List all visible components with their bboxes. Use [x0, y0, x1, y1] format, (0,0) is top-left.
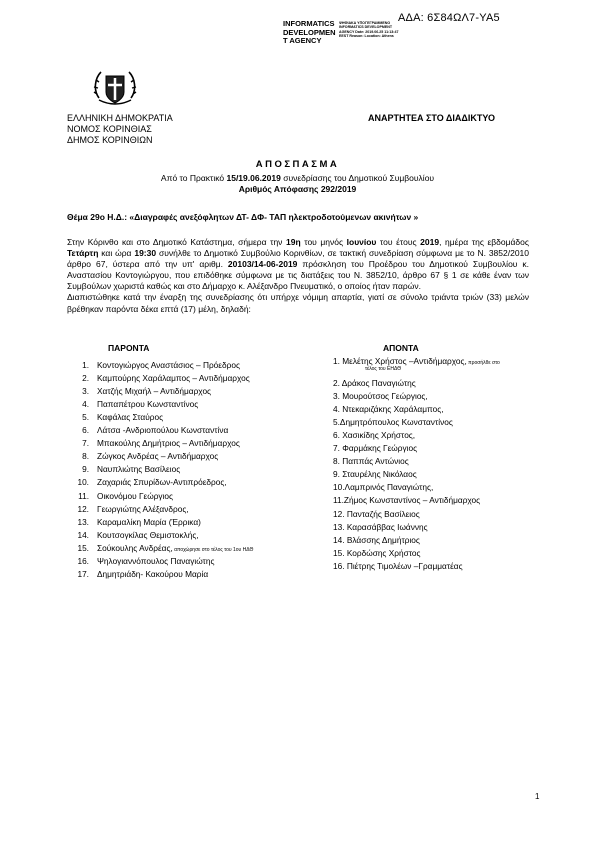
member-name: 14. Βλάσσης Δημήτριος [333, 534, 420, 545]
minutes-reference [0, 173, 595, 183]
para-weekday: Τετάρτη [67, 248, 99, 259]
member-name: Μπακούλης Δημήτριος – Αντιδήμαρχος [97, 438, 240, 449]
member-number: 16. [77, 555, 89, 566]
member-name: Ναυπλιώτης Βασίλειος [97, 464, 181, 475]
member-name: Ζαχαριάς Σπυρίδων-Αντιπρόεδρος, [97, 477, 227, 488]
present-member-item [67, 386, 211, 396]
member-number: 9. [82, 464, 89, 475]
member-note: αποχώρησε στο τέλος του 1ου ΗΔΘ [172, 546, 254, 553]
present-member-item [67, 412, 163, 422]
member-number: 2. [82, 373, 89, 384]
member-note-continued: τέλος του ΕΗΔΘ [365, 366, 402, 372]
member-number: 8. [82, 451, 89, 462]
present-member-item [67, 425, 228, 435]
prefecture-line: ΝΟΜΟΣ ΚΟΡΙΝΘΙΑΣ [67, 124, 152, 134]
para-text: πρόσκληση του Προέδρου του Δημοτικού Συμβουλίου κ. Αναστασίου Κοντογιώργου, που επιδόθηκε σύμφωνα με τις διατάξεις του Ν. 3852/10, άρθρο 67 § 1 σε κάθε έναν των Συμβούλων χωριστά καθώς και στο Δήμαρχο κ. Αλέξανδρο Πνευματικό, ο οποίος ήταν παρών. [67, 259, 530, 292]
absent-member-item [333, 509, 420, 519]
minutes-number: 15/19.06.2019 [226, 173, 281, 183]
member-number: 6. [82, 425, 89, 436]
member-number: 1. [82, 360, 89, 370]
member-number: 5. [82, 412, 89, 423]
para-text: του μηνός [300, 237, 347, 247]
para-time: 19:30 [134, 248, 157, 259]
present-member-item [67, 399, 198, 409]
member-name: 16. Πιέτρης Τιμολέων –Γραμματέας [333, 560, 463, 571]
page-number: 1 [535, 792, 540, 801]
member-name: Δημητριάδη- Κακούρου Μαρία [97, 568, 209, 579]
member-number: 12. [77, 503, 89, 514]
document-title: ΑΠΟΣΠΑΣΜΑ [255, 159, 340, 170]
member-number: 4. [82, 399, 89, 410]
member-name: 8. Παππάς Αντώνιος [333, 456, 409, 467]
absent-member-item [333, 443, 417, 453]
member-note: προσήλθε στο [466, 360, 500, 366]
member-name: Καφάλας Σταύρος [97, 412, 164, 423]
present-heading: ΠΑΡΟΝΤΑ [108, 343, 150, 353]
absent-member-item [333, 522, 428, 532]
greek-coat-of-arms-emblem [93, 68, 137, 110]
absent-member-item [333, 469, 417, 479]
para-month: Ιουνίου [346, 237, 377, 247]
absent-member-item [333, 391, 428, 401]
member-name: 12. Πανταζής Βασίλειος [333, 508, 420, 519]
member-name: Καμπούρης Χαράλαμπος – Αντιδήμαρχος [97, 373, 250, 384]
member-name: 15. Κορδώσης Χρήστος [333, 547, 421, 558]
member-name: Σούκουλης Ανδρέας, [97, 542, 173, 553]
para-invite: 20103/14-06-2019 [227, 259, 298, 270]
idlogo-line: DEVELOPMEN [283, 27, 336, 37]
present-member-item [67, 504, 189, 514]
member-name: 2. Δράκος Παναγιώτης [333, 378, 416, 388]
idlogo-line: T AGENCY [283, 36, 322, 45]
member-name: Κοντογιώργος Αναστάσιος – Πρόεδρος [97, 360, 240, 370]
para-text: συνήλθε το Δημοτικό Συμβούλιο Κορινθίων, σε τακτική συνεδρίαση σύμφωνα με το Ν. 3852/2010 άρθρο 67, ύστερα από την υπ' αριθμ. [67, 248, 530, 270]
para-text: και ώρα [98, 248, 135, 259]
member-name: Κουτσογκίλας Θεμιστοκλής, [97, 529, 199, 540]
subtitle-pre: Από το Πρακτικό [160, 173, 227, 183]
present-member-item [67, 569, 208, 579]
municipality-line: ΔΗΜΟΣ ΚΟΡΙΝΘΙΩΝ [67, 135, 153, 145]
absent-heading: ΑΠΟΝΤΑ [383, 343, 419, 353]
absent-member-item [333, 561, 463, 571]
member-name: 10.Λαμπρινός Παναγιώτης, [333, 482, 434, 493]
member-name: Ζώγκος Ανδρέας – Αντιδήμαρχος [97, 451, 219, 462]
quorum-text: Διαπιστώθηκε κατά την έναρξη της συνεδρίασης ότι υπήρχε νόμιμη απαρτία, γιατί σε σύνολο τριάντα τριών (33) μελών βρέθηκαν παρόντα δέκα επτά (17) μέλη, δηλαδή: [67, 292, 529, 314]
member-name: Παπαπέτρου Κωνσταντίνος [97, 399, 199, 410]
present-member-item [67, 438, 240, 448]
absent-member-item [333, 495, 480, 505]
present-member-item [67, 491, 173, 501]
session-paragraph [67, 237, 529, 315]
member-name: 13. Καρασάββας Ιωάννης [333, 521, 428, 532]
para-text: Στην Κόρινθο και στο Δημοτικό Κατάστημα, σήμερα την [67, 237, 286, 247]
member-name: 9. Σταυρέλης Νικόλαος [333, 469, 417, 480]
absent-member-item [333, 535, 420, 545]
member-number: 3. [82, 386, 89, 397]
absent-member-item [333, 356, 500, 372]
member-name: 1. Μελέτης Χρήστος –Αντιδήμαρχος, [333, 356, 467, 366]
ada-code: ΑΔΑ: 6Σ84ΩΛ7-ΥΑ5 [398, 12, 500, 24]
para-text: του έτους [376, 237, 421, 247]
country-line: ΕΛΛΗΝΙΚΗ ΔΗΜΟΚΡΑΤΙΑ [67, 113, 173, 123]
member-name: 6. Χασικίδης Χρήστος, [333, 430, 416, 441]
member-name: 4. Ντεκαριζάκης Χαράλαμπος, [333, 404, 444, 415]
member-name: 5.Δημητρόπουλος Κωνσταντίνος [333, 417, 453, 428]
present-member-item [67, 360, 240, 370]
absent-member-item [333, 378, 416, 388]
member-name: Γεωργιώτης Αλέξανδρος, [97, 503, 189, 514]
absent-member-item [333, 482, 433, 492]
member-name: 7. Φαρμάκης Γεώργιος [333, 443, 418, 454]
present-member-item [67, 556, 214, 566]
decision-number: Αριθμός Απόφασης 292/2019 [238, 184, 357, 194]
present-member-item [67, 477, 227, 487]
publish-online-notice: ΑΝΑΡΤΗΤΕΑ ΣΤΟ ΔΙΑΔΙΚΤΥΟ [368, 113, 495, 123]
member-number: 10. [77, 477, 89, 488]
member-name: 11.Ζήμος Κωνσταντίνος – Αντιδήμαρχος [333, 495, 481, 506]
present-member-item [67, 464, 180, 474]
present-member-item [67, 451, 218, 461]
member-name: 3. Μουρούτσος Γεώργιος, [333, 391, 428, 402]
present-member-item [67, 373, 250, 383]
member-number: 14. [77, 529, 89, 540]
para-day: 19η [285, 237, 301, 247]
para-text: , ημέρα της εβδομάδος [439, 237, 529, 247]
absent-member-item [333, 548, 421, 558]
para-year: 2019 [420, 237, 440, 247]
member-number: 15. [77, 542, 89, 553]
member-number: 13. [77, 516, 89, 527]
present-member-item [67, 530, 199, 540]
absent-member-item [333, 404, 444, 414]
subject-line: Θέμα 29ο Η.Δ.: «Διαγραφές ανεξόφλητων ΔΤ- ΔΦ- ΤΑΠ ηλεκτροδοτούμενων ακινήτων » [67, 212, 419, 222]
present-member-item [67, 543, 253, 553]
informatics-agency-label [283, 20, 336, 46]
present-member-item [67, 517, 201, 527]
member-name: Καραμαλίκη Μαρία (Έρρικα) [97, 516, 201, 527]
member-name: Οικονόμου Γεώργιος [97, 490, 174, 501]
issuer-header [67, 113, 173, 146]
member-name: Χατζής Μιχαήλ – Αντιδήμαρχος [97, 386, 212, 397]
subtitle-post: συνεδρίασης του Δημοτικού Συμβουλίου [280, 173, 435, 183]
member-name: Ψηλογιαννόπουλος Παναγιώτης [97, 555, 215, 566]
member-number: 11. [78, 490, 89, 501]
member-number: 7. [82, 438, 89, 449]
absent-member-item [333, 456, 409, 466]
absent-member-item [333, 430, 415, 440]
absent-member-item [333, 417, 453, 427]
member-number: 17. [77, 568, 89, 579]
idlogo-line: INFORMATICS [283, 19, 335, 28]
member-name: Λάτσα -Ανδριοπούλου Κωνσταντίνα [97, 425, 229, 436]
digital-signature-stamp: ΨΗΦΙΑΚΑ ΥΠΟΓΕΓΡΑΜΜΕΝΟ INFORMATICS DEVELOPMENT AGENCY Date: 2019.06.25 11:13:47 EEST Reason: Location: Athens [339, 21, 399, 39]
